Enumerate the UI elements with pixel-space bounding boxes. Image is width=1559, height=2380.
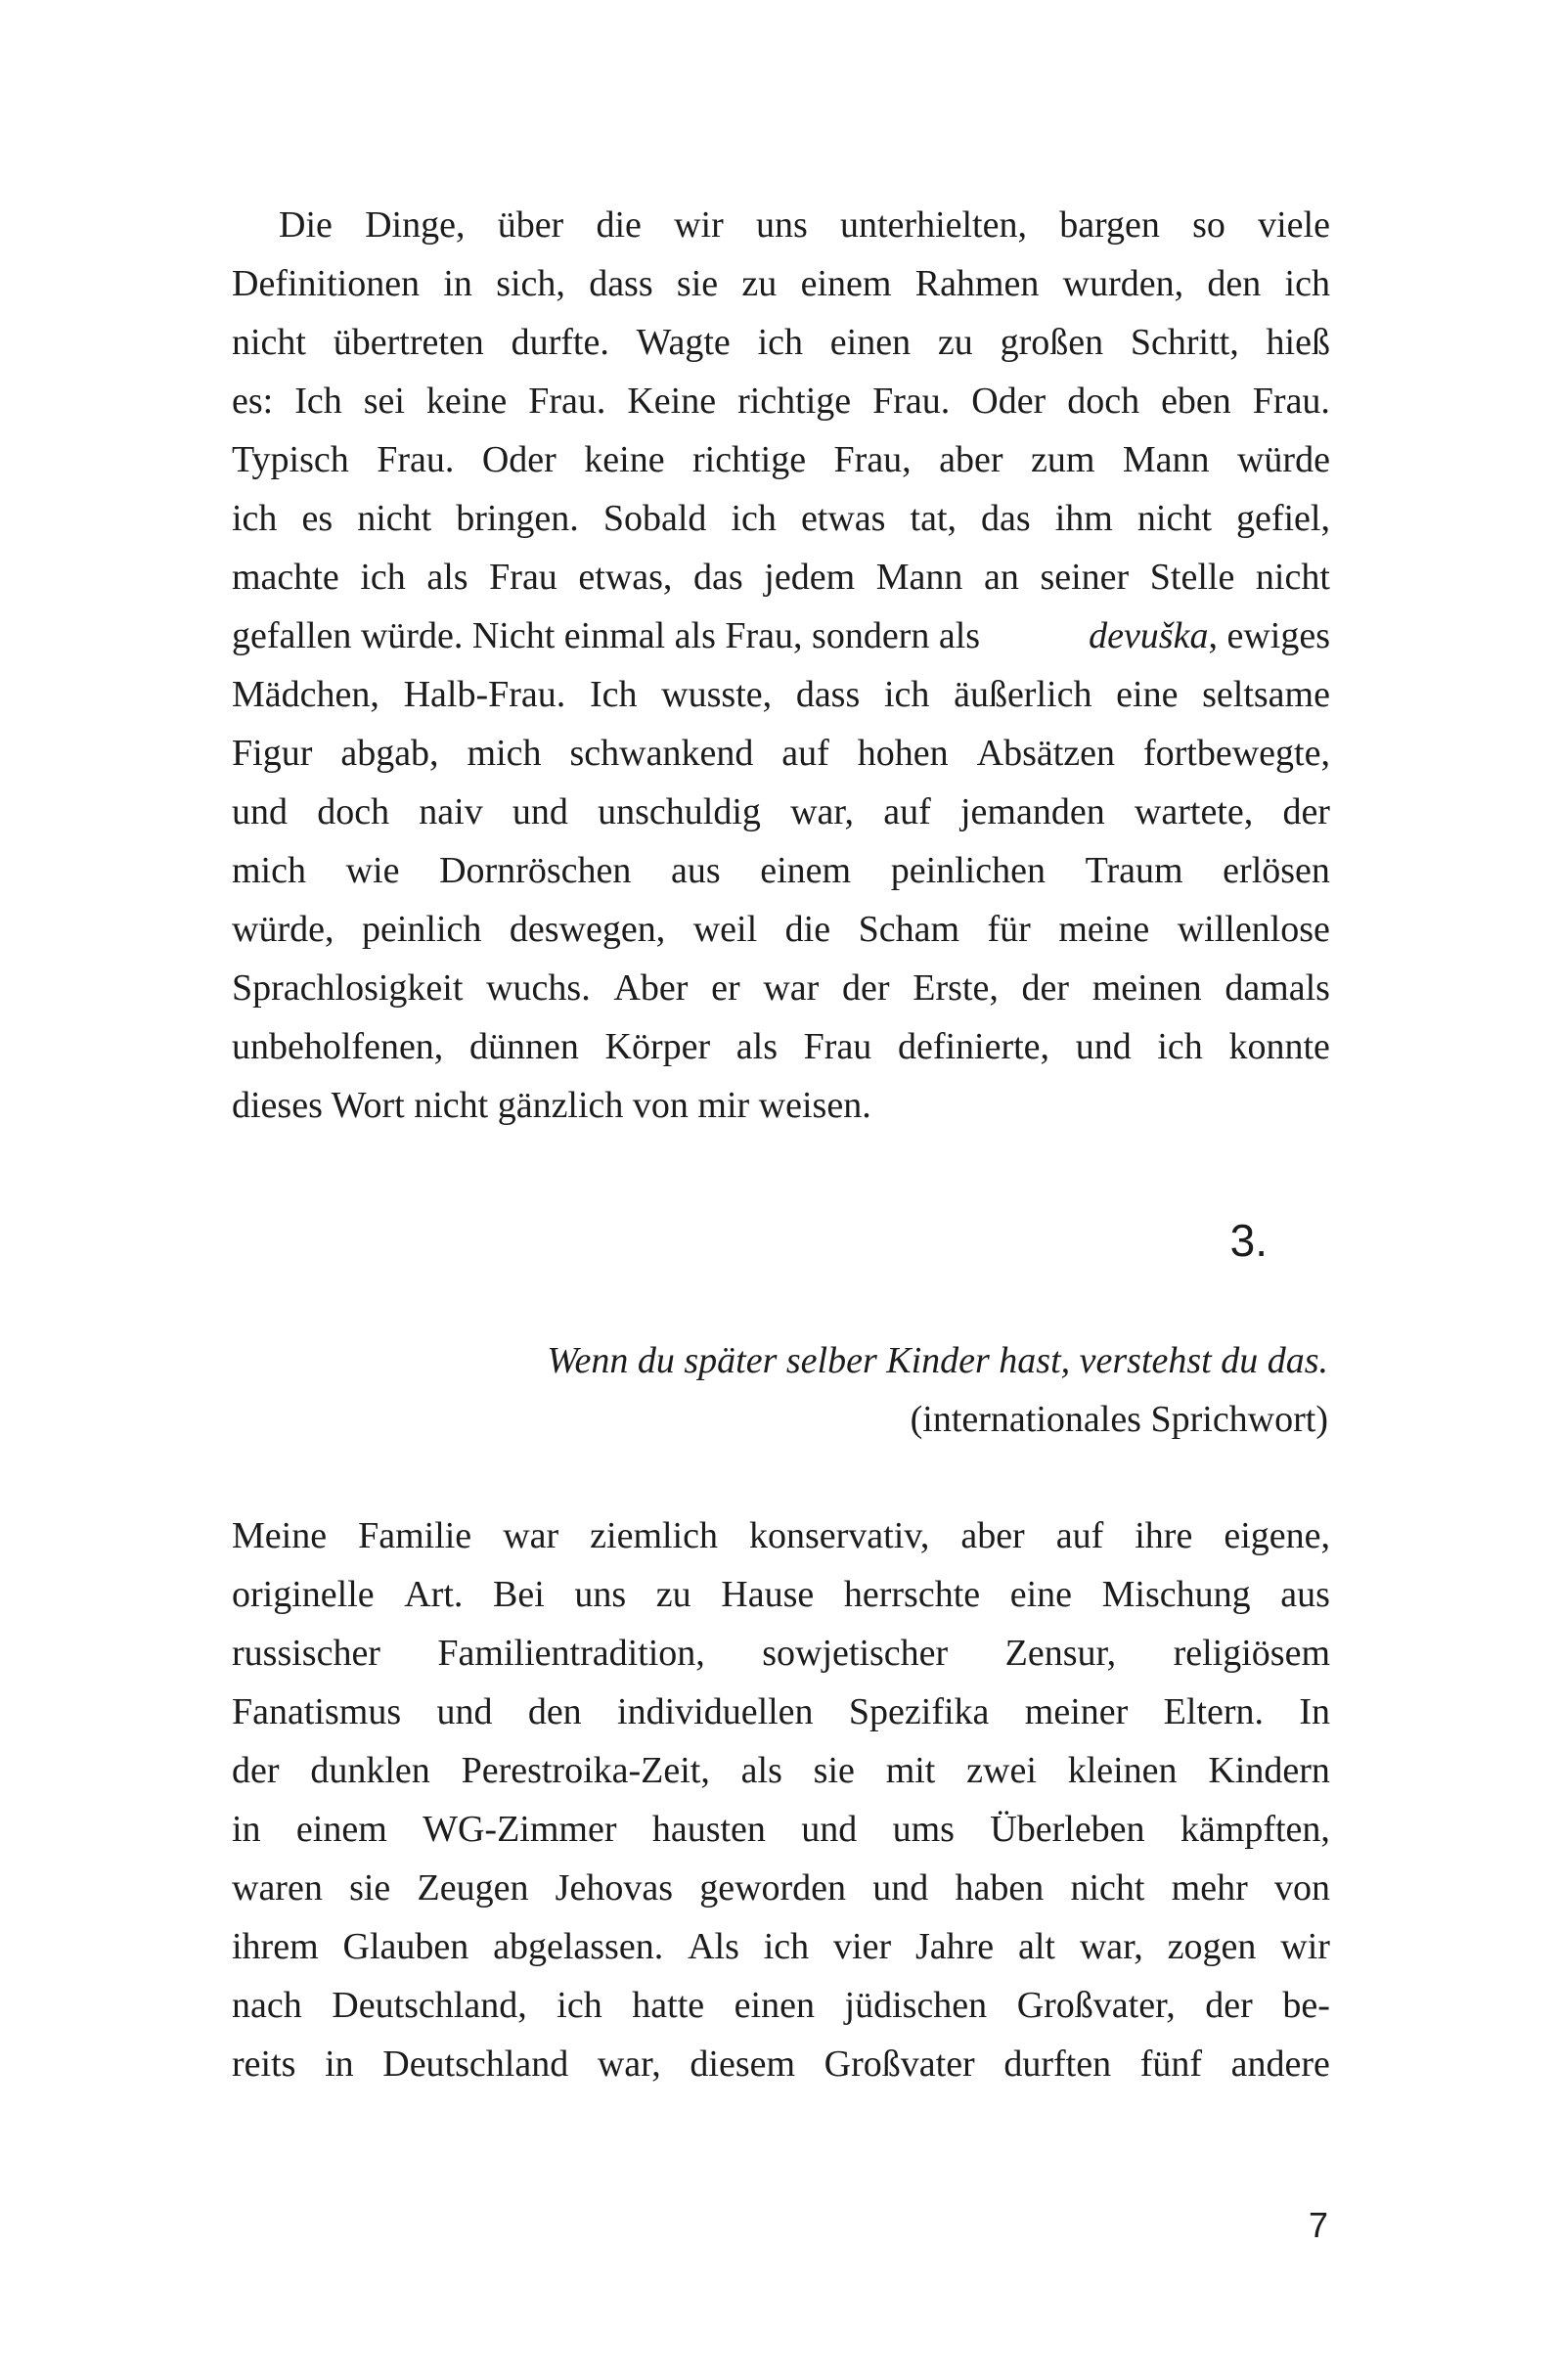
word: Art. — [404, 1574, 464, 1615]
text-line — [232, 959, 1330, 1017]
word: haben — [955, 1867, 1045, 1908]
word: bargen — [1059, 204, 1160, 246]
word: seiner — [1040, 557, 1130, 598]
word: konservativ, — [749, 1515, 930, 1556]
word: übertreten — [333, 322, 484, 363]
word: etwas, — [578, 557, 673, 598]
word: seltsame — [1202, 674, 1330, 715]
text-line — [232, 372, 1330, 430]
word: originelle — [232, 1574, 375, 1615]
text-line — [232, 1800, 1330, 1859]
word: wir — [674, 204, 724, 246]
word: ich — [757, 322, 803, 363]
word: eine — [1116, 674, 1179, 715]
text-line — [232, 783, 1330, 841]
word: und — [512, 791, 568, 832]
word: nicht — [1070, 1867, 1145, 1908]
text-line — [232, 430, 1330, 489]
word: und — [801, 1809, 858, 1850]
word: es: — [232, 381, 274, 422]
page-number: 7 — [1308, 2205, 1328, 2245]
epigraph-quote: Wenn du später selber Kinder hast, verstehst du das. — [547, 1340, 1328, 1381]
word: zu — [937, 322, 973, 363]
text-line — [232, 1683, 1330, 1741]
word: Halb-Frau. — [403, 674, 566, 715]
word: wurden, — [1062, 263, 1184, 304]
word: es — [301, 498, 334, 539]
word: großen — [1000, 322, 1104, 363]
word: naiv — [419, 791, 483, 832]
word: einem — [295, 1809, 387, 1850]
word: und — [436, 1691, 493, 1732]
word: Frau, — [833, 439, 912, 480]
epigraph-source: (internationales Sprichwort) — [910, 1399, 1328, 1440]
word: unterhielten, — [839, 204, 1027, 246]
word: die — [784, 909, 831, 950]
word: kämpften, — [1180, 1809, 1330, 1850]
word: ihrem — [232, 1926, 319, 1967]
word: Erste, — [913, 967, 999, 1009]
word: von — [1273, 1867, 1330, 1908]
word: erlösen — [1223, 850, 1330, 891]
word: war, — [790, 791, 855, 832]
word: uns — [755, 204, 808, 246]
word: Typisch — [232, 439, 349, 480]
word: wir — [1280, 1926, 1330, 1967]
word: hieß — [1266, 322, 1330, 363]
word: schwankend — [569, 733, 754, 774]
word: auf — [781, 733, 829, 774]
word: die — [596, 204, 642, 246]
line-start: gefallen würde. Nicht einmal als Frau, sondern als — [232, 615, 981, 656]
word: Körper — [604, 1026, 711, 1067]
word: mich — [232, 850, 306, 891]
word: etwas — [800, 498, 886, 539]
word: dunklen — [310, 1750, 430, 1791]
word: Ich — [294, 381, 342, 422]
word: auf — [883, 791, 931, 832]
word: an — [983, 557, 1019, 598]
word: richtige — [737, 381, 852, 422]
word: mehr — [1171, 1867, 1248, 1908]
word: eine — [1009, 1574, 1073, 1615]
word: zogen — [1167, 1926, 1257, 1967]
word: und — [872, 1867, 929, 1908]
word: der — [1205, 1985, 1253, 2026]
word: nicht — [232, 322, 306, 363]
word: Definitionen — [232, 263, 421, 304]
word: das — [693, 557, 743, 598]
word: Sobald — [602, 498, 707, 539]
word: abgab, — [340, 733, 439, 774]
word: aber — [960, 1515, 1025, 1556]
word: sie — [349, 1867, 391, 1908]
word: aus — [670, 850, 721, 891]
word: Rahmen — [914, 263, 1040, 304]
word: wie — [345, 850, 400, 891]
word: Sprachlosigkeit — [232, 967, 464, 1009]
word: ziemlich — [590, 1515, 718, 1556]
word: Jahre — [914, 1926, 995, 1967]
word: doch — [1067, 381, 1140, 422]
word: damals — [1225, 967, 1330, 1009]
word: einem — [800, 263, 892, 304]
word: Schritt, — [1130, 322, 1239, 363]
word: nicht — [1136, 498, 1212, 539]
text-line — [232, 2035, 1330, 2093]
word: diesem — [690, 2043, 796, 2085]
word: Meine — [232, 1515, 328, 1556]
word: Oder — [971, 381, 1047, 422]
word: Familie — [358, 1515, 472, 1556]
word: willenlose — [1177, 909, 1330, 950]
word: zu — [741, 263, 778, 304]
word: Absätzen — [976, 733, 1116, 774]
word: Die — [279, 204, 333, 246]
word: Aber — [613, 967, 689, 1009]
word: sie — [813, 1750, 855, 1791]
word: ich — [232, 498, 278, 539]
word: Dornröschen — [439, 850, 632, 891]
word: über — [497, 204, 564, 246]
word: ich — [883, 674, 930, 715]
word: andere — [1230, 2043, 1330, 2085]
word: ihre — [1135, 1515, 1193, 1556]
word: der — [232, 1750, 280, 1791]
word: Perestroika-Zeit, — [461, 1750, 710, 1791]
word: sich, — [496, 263, 565, 304]
word: zu — [655, 1574, 691, 1615]
word: nach — [232, 1985, 302, 2026]
word: unschuldig — [598, 791, 761, 832]
text-line — [279, 196, 1330, 254]
word: durften — [1003, 2043, 1112, 2085]
word: bringen. — [456, 498, 579, 539]
word: Mädchen, — [232, 674, 379, 715]
word: Keine — [627, 381, 717, 422]
word: Glauben — [342, 1926, 469, 1967]
text-line — [232, 1917, 1330, 1976]
word: individuellen — [617, 1691, 814, 1732]
word: war — [503, 1515, 559, 1556]
word: Zeugen — [417, 1867, 529, 1908]
word: ich — [1157, 1026, 1203, 1067]
word: dass — [795, 674, 861, 715]
word: eben — [1161, 381, 1231, 422]
word: abgelassen. — [493, 1926, 664, 1967]
word: richtige — [692, 439, 807, 480]
word: meinen — [1091, 967, 1202, 1009]
word: geworden — [699, 1867, 847, 1908]
word: peinlich — [361, 909, 482, 950]
word: gefiel, — [1235, 498, 1330, 539]
word: Mann — [875, 557, 963, 598]
word: eigene, — [1224, 1515, 1330, 1556]
word: als — [735, 1026, 778, 1067]
word: reits — [232, 2043, 296, 2085]
word: einen — [829, 322, 912, 363]
word: Spezifika — [848, 1691, 990, 1732]
word: Großvater, — [1016, 1985, 1176, 2026]
text-line — [232, 724, 1330, 783]
word: für — [987, 909, 1031, 950]
word: russischer — [232, 1633, 380, 1674]
text-line — [232, 900, 1330, 959]
word: sei — [363, 381, 405, 422]
word: religiösem — [1173, 1633, 1330, 1674]
word: Als — [688, 1926, 739, 1967]
word: In — [1299, 1691, 1330, 1732]
text-line — [232, 1565, 1330, 1624]
word: einen — [734, 1985, 815, 2026]
line-end-text: , ewiges — [1208, 615, 1330, 656]
word: der — [842, 967, 890, 1009]
word: be- — [1282, 1985, 1330, 2026]
word: war — [763, 967, 820, 1009]
text-line — [232, 489, 1330, 548]
word: in — [443, 263, 472, 304]
word: in — [232, 1809, 261, 1850]
word: Oder — [481, 439, 557, 480]
word: Bei — [493, 1574, 545, 1615]
word: deswegen, — [509, 909, 666, 950]
text-line — [232, 1506, 1330, 1565]
word: zwei — [966, 1750, 1037, 1791]
word: viele — [1258, 204, 1330, 246]
word: das — [981, 498, 1031, 539]
word: ich — [731, 498, 777, 539]
word: peinlichen — [890, 850, 1046, 891]
text-line — [232, 254, 1330, 313]
word: als — [426, 557, 468, 598]
text-line — [232, 1741, 1330, 1800]
text-line — [232, 1017, 1330, 1076]
word: Deutschland — [382, 2043, 569, 2085]
word: Hause — [721, 1574, 815, 1615]
word: den — [1207, 263, 1262, 304]
word: Traum — [1085, 850, 1183, 891]
word: uns — [574, 1574, 627, 1615]
word: der — [1282, 791, 1330, 832]
word: kleinen — [1067, 1750, 1178, 1791]
text-line — [232, 665, 1330, 724]
word: hausten — [651, 1809, 766, 1850]
word: war, — [597, 2043, 661, 2085]
word: er — [711, 967, 740, 1009]
word: herrschte — [843, 1574, 981, 1615]
word: WG-Zimmer — [423, 1809, 617, 1850]
text-line — [232, 1859, 1330, 1917]
text-line-with-italic — [232, 606, 1330, 665]
word: würde, — [232, 909, 334, 950]
word: Frau — [489, 557, 557, 598]
word: dass — [589, 263, 653, 304]
word: ums — [892, 1809, 955, 1850]
word: Frau. — [1252, 381, 1330, 422]
word: Überleben — [990, 1809, 1145, 1850]
word: und — [1075, 1026, 1132, 1067]
word: jedem — [764, 557, 856, 598]
line-end — [1089, 606, 1330, 665]
word: machte — [232, 557, 339, 598]
word: sie — [676, 263, 719, 304]
word: konnte — [1228, 1026, 1330, 1067]
word: zum — [1030, 439, 1095, 480]
word: durfte. — [511, 322, 609, 363]
word: meiner — [1024, 1691, 1129, 1732]
word: aber — [939, 439, 1003, 480]
word: wusste, — [661, 674, 773, 715]
word: Frau. — [528, 381, 606, 422]
word: hatte — [632, 1985, 705, 2026]
word: Familientradition, — [437, 1633, 705, 1674]
word: sowjetischer — [762, 1633, 949, 1674]
word: war, — [1079, 1926, 1143, 1967]
word: äußerlich — [954, 674, 1092, 715]
word: ich — [557, 1985, 602, 2026]
word: Deutschland, — [332, 1985, 527, 2026]
word: ich — [763, 1926, 810, 1967]
word: als — [740, 1750, 782, 1791]
word: so — [1192, 204, 1225, 246]
word: wuchs. — [486, 967, 591, 1009]
word: doch — [317, 791, 390, 832]
word: Ich — [589, 674, 638, 715]
word: mich — [467, 733, 542, 774]
word: Figur — [232, 733, 313, 774]
word: Stelle — [1149, 557, 1235, 598]
chapter-number: 3. — [1229, 1215, 1268, 1266]
word: mit — [885, 1750, 936, 1791]
word: und — [232, 791, 288, 832]
word: fortbewegte, — [1143, 733, 1330, 774]
word: würde — [1236, 439, 1330, 480]
word: in — [325, 2043, 354, 2085]
word: dünnen — [468, 1026, 579, 1067]
word: Scham — [858, 909, 960, 950]
text-line — [232, 1624, 1330, 1683]
text-line — [232, 313, 1330, 372]
word: aus — [1280, 1574, 1330, 1615]
word: wartete, — [1134, 791, 1254, 832]
word: Fanatismus — [232, 1691, 402, 1732]
text-line — [232, 548, 1330, 606]
word: Kindern — [1208, 1750, 1330, 1791]
word: waren — [232, 1867, 323, 1908]
word: vier — [833, 1926, 892, 1967]
word: alt — [1018, 1926, 1055, 1967]
word: Frau. — [377, 439, 455, 480]
word: Dinge, — [365, 204, 466, 246]
word: keine — [425, 381, 508, 422]
word: hohen — [857, 733, 949, 774]
word: Wagte — [636, 322, 731, 363]
word: ihm — [1054, 498, 1113, 539]
word: unbeholfenen, — [232, 1026, 444, 1067]
word: Eltern. — [1163, 1691, 1264, 1732]
word: Jehovas — [555, 1867, 673, 1908]
word: Mischung — [1101, 1574, 1251, 1615]
word: meine — [1058, 909, 1150, 950]
word: auf — [1055, 1515, 1104, 1556]
text-line — [232, 841, 1330, 900]
word: Frau — [803, 1026, 872, 1067]
word: weil — [692, 909, 758, 950]
italic-word: devuška — [1089, 615, 1209, 656]
word: Zensur, — [1004, 1633, 1117, 1674]
word: ich — [360, 557, 406, 598]
word: jüdischen — [844, 1985, 988, 2026]
text-line-last: dieses Wort nicht gänzlich von mir weisen. — [232, 1085, 871, 1126]
word: Frau. — [872, 381, 951, 422]
word: einem — [760, 850, 852, 891]
word: nicht — [1255, 557, 1330, 598]
word: fünf — [1139, 2043, 1203, 2085]
word: keine — [584, 439, 665, 480]
word: nicht — [357, 498, 432, 539]
text-line — [232, 1976, 1330, 2035]
word: den — [527, 1691, 582, 1732]
word: Mann — [1122, 439, 1210, 480]
word: jemanden — [960, 791, 1105, 832]
word: Großvater — [824, 2043, 975, 2085]
word: der — [1021, 967, 1070, 1009]
word: tat, — [910, 498, 957, 539]
word: definierte, — [897, 1026, 1050, 1067]
word: ich — [1284, 263, 1330, 304]
